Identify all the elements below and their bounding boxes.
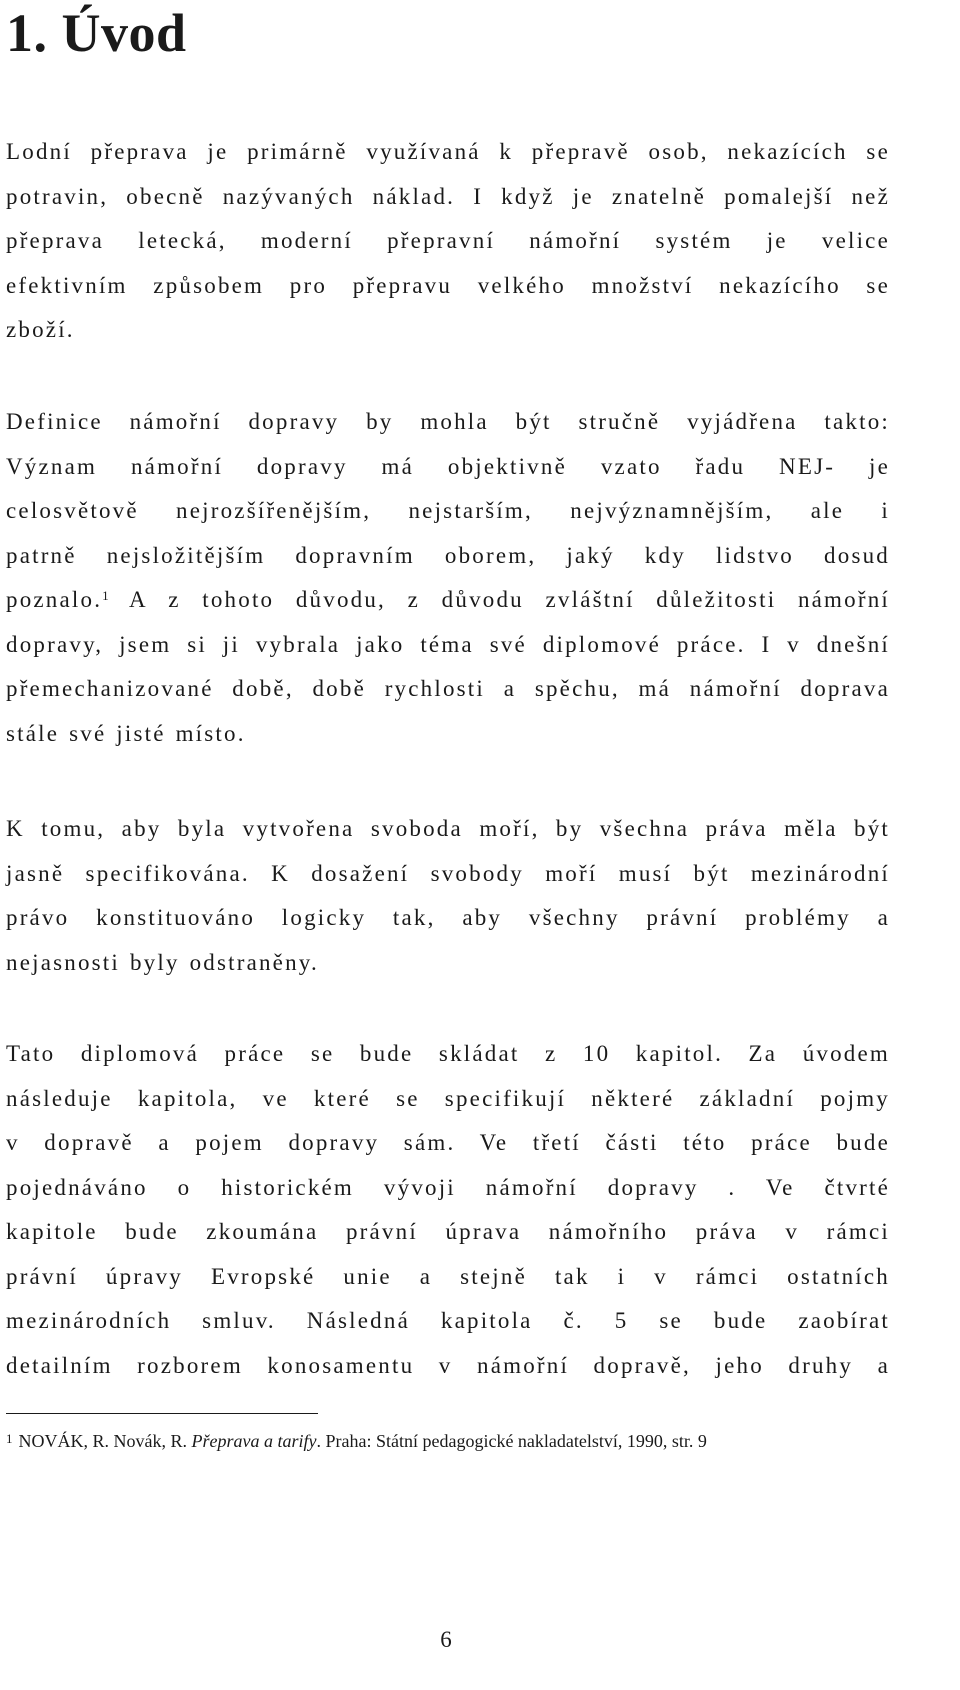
footnote-text: NOVÁK, R. Novák, R. <box>18 1431 192 1451</box>
text-line: následuje kapitola, ve které se specifikují některé základní pojmy <box>6 1085 890 1111</box>
footnote-separator <box>6 1413 318 1414</box>
text-line: celosvětově nejrozšířenějším, nejstarším, nejvýznamnějším, ale i <box>6 498 890 523</box>
paragraph-thesis-structure <box>6 1032 890 1388</box>
text-line: dopravy, jsem si ji vybrala jako téma své diplomové práce. I v dnešní <box>6 631 890 657</box>
text-line: Lodní přeprava je primárně využívaná k přepravě osob, nekazících se <box>6 139 890 164</box>
text-line: efektivním způsobem pro přepravu velkého množství nekazícího se <box>6 272 890 298</box>
text-line: přeprava letecká, moderní přepravní námořní systém je velice <box>6 228 890 253</box>
footnote-text: . Praha: Státní pedagogické nakladatelství, 1990, str. 9 <box>316 1431 707 1451</box>
text-line: patrně nejsložitějším dopravním oborem, jaký kdy lidstvo dosud <box>6 542 890 568</box>
footnote-number: 1 <box>6 1431 13 1446</box>
text-line: zboží. <box>6 317 75 342</box>
page-number-value: 6 <box>440 1627 452 1652</box>
footnote <box>6 1428 707 1454</box>
paragraph-definition <box>6 400 890 756</box>
text-line: Definice námořní dopravy by mohla být stručně vyjádřena takto: <box>6 409 890 434</box>
text-fragment: poznalo. <box>6 587 103 612</box>
text-line: K tomu, aby byla vytvořena svoboda moří, by všechna práva měla být <box>6 816 890 841</box>
footnote-title: Přeprava a tarify <box>191 1431 317 1451</box>
paragraph-intro <box>6 130 890 353</box>
text-line: potravin, obecně nazývaných náklad. I když je znatelně pomalejší než <box>6 183 890 209</box>
text-fragment: A z tohoto důvodu, z důvodu zvláštní důležitosti námořní <box>108 587 890 612</box>
text-line: jasně specifikována. K dosažení svobody moří musí být mezinárodní <box>6 860 890 886</box>
text-line: Tato diplomová práce se bude skládat z 10 kapitol. Za úvodem <box>6 1041 890 1066</box>
text-line: kapitole bude zkoumána právní úprava námořního práva v rámci <box>6 1219 890 1244</box>
text-line: právní úpravy Evropské unie a stejně tak i v rámci ostatních <box>6 1263 890 1289</box>
text-line: pojednáváno o historickém vývoji námořní dopravy . Ve čtvrté <box>6 1174 890 1200</box>
chapter-heading: 1. Úvod <box>6 3 187 63</box>
text-line: přemechanizované době, době rychlosti a spěchu, má námořní doprava <box>6 676 890 701</box>
text-line: detailním rozborem konosamentu v námořní dopravě, jeho druhy a <box>6 1352 890 1378</box>
text-line: mezinárodních smluv. Následná kapitola č. 5 se bude zaobírat <box>6 1308 890 1333</box>
text-line: nejasnosti byly odstraněny. <box>6 949 319 975</box>
page-number <box>6 1625 890 1655</box>
paragraph-freedom-of-seas <box>6 807 890 985</box>
text-line-with-footnote <box>6 578 890 623</box>
text-line: právo konstituováno logicky tak, aby všechny právní problémy a <box>6 905 890 930</box>
footnote-reference[interactable]: 1 <box>102 588 109 603</box>
text-line: v dopravě a pojem dopravy sám. Ve třetí části této práce bude <box>6 1130 890 1155</box>
text-line: stále své jisté místo. <box>6 720 246 746</box>
text-line: Význam námořní dopravy má objektivně vzato řadu NEJ- je <box>6 453 890 479</box>
